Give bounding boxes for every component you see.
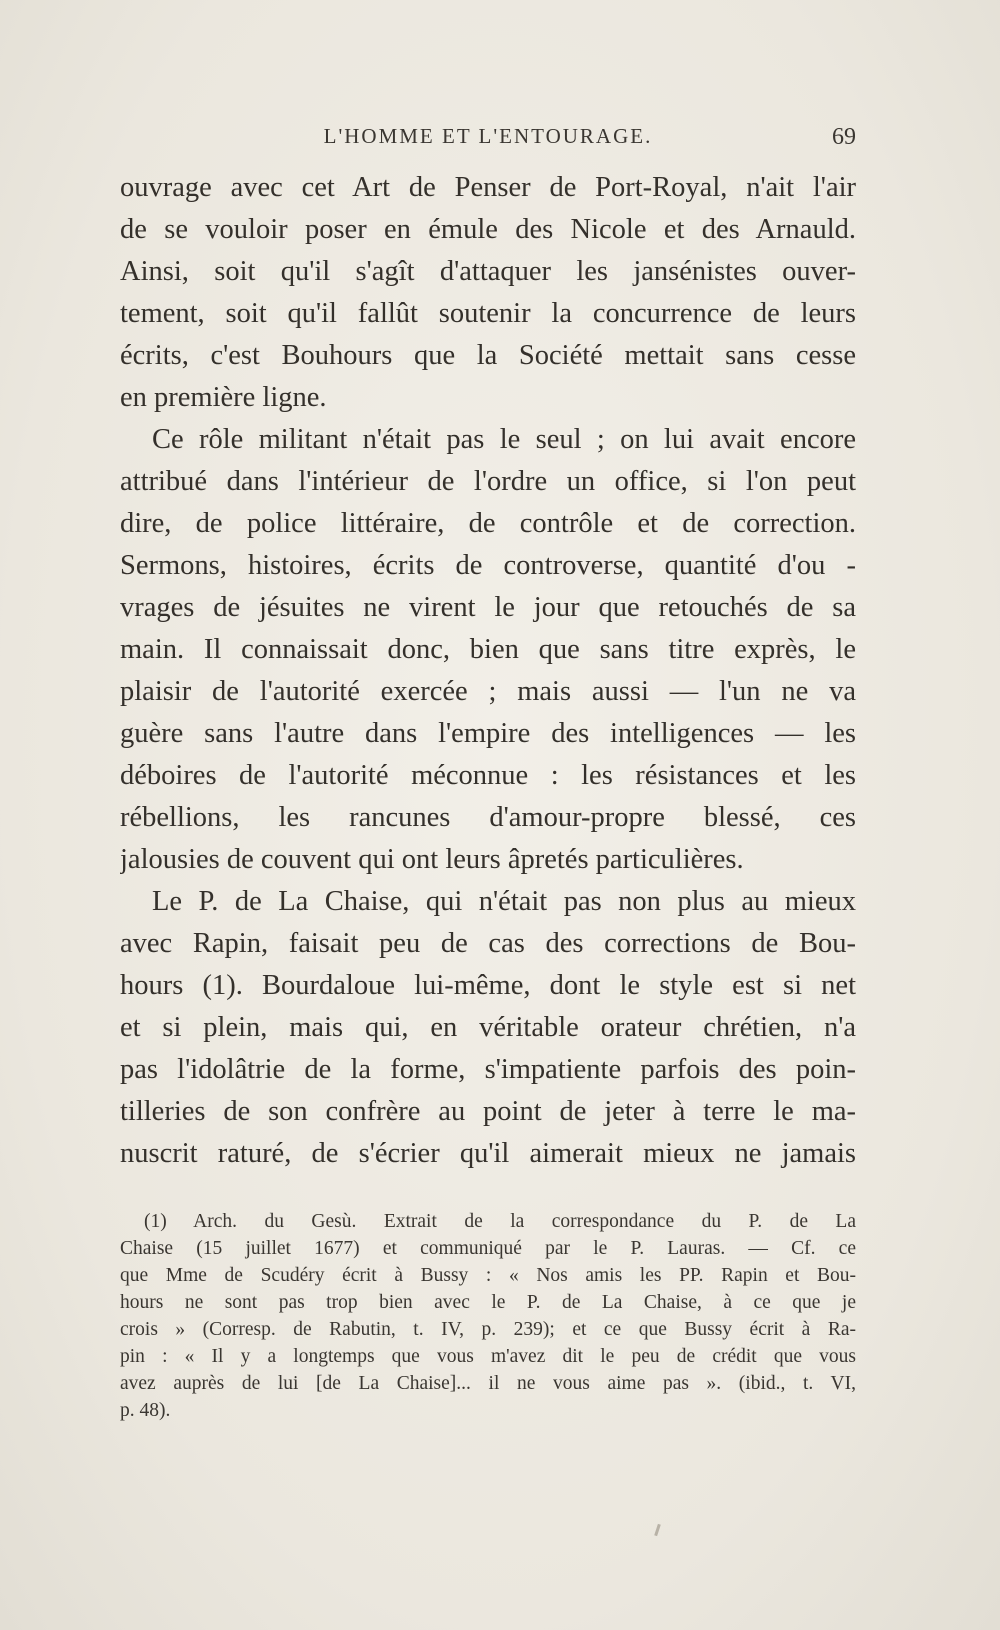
text-line: vrages de jésuites ne virent le jour que retouchés de sa xyxy=(120,592,856,623)
footnote-line: (1) Arch. du Gesù. Extrait de la correspondance du P. de La xyxy=(144,1211,856,1232)
text-line: attribué dans l'intérieur de l'ordre un office, si l'on peut xyxy=(120,466,856,497)
text-line: jalousies de couvent qui ont leurs âpretés particulières. xyxy=(120,844,744,875)
text-line: plaisir de l'autorité exercée ; mais aussi — l'un ne va xyxy=(120,676,856,707)
text-line: tilleries de son confrère au point de jeter à terre le ma- xyxy=(120,1096,856,1127)
text-line: Ainsi, soit qu'il s'agît d'attaquer les jansénistes ouver- xyxy=(120,256,856,287)
footnote-line: que Mme de Scudéry écrit à Bussy : « Nos amis les PP. Rapin et Bou- xyxy=(120,1265,856,1286)
footnote-line: hours ne sont pas trop bien avec le P. de La Chaise, à ce que je xyxy=(120,1292,856,1313)
text-line: guère sans l'autre dans l'empire des intelligences — les xyxy=(120,718,856,749)
footnote-line: Chaise (15 juillet 1677) et communiqué par le P. Lauras. — Cf. ce xyxy=(120,1238,856,1259)
text-line: rébellions, les rancunes d'amour-propre blessé, ces xyxy=(120,802,856,833)
text-line: hours (1). Bourdaloue lui-même, dont le style est si net xyxy=(120,970,856,1001)
paper-mark xyxy=(654,1524,661,1536)
footnotes xyxy=(120,1208,856,1424)
text-line: et si plein, mais qui, en véritable orateur chrétien, n'a xyxy=(120,1012,856,1043)
text-line: en première ligne. xyxy=(120,382,327,413)
text-line: ouvrage avec cet Art de Penser de Port-Royal, n'ait l'air xyxy=(120,172,856,203)
running-head: L'HOMME ET L'ENTOURAGE. xyxy=(323,124,653,148)
text-line: pas l'idolâtrie de la forme, s'impatiente parfois des poin- xyxy=(120,1054,856,1085)
footnote-line: avez auprès de lui [de La Chaise]... il ne vous aime pas ». (ibid., t. VI, xyxy=(120,1373,856,1394)
main-text xyxy=(120,167,856,1175)
text-line: écrits, c'est Bouhours que la Société mettait sans cesse xyxy=(120,340,856,371)
text-line: Le P. de La Chaise, qui n'était pas non plus au mieux xyxy=(152,886,856,917)
text-line: tement, soit qu'il fallût soutenir la concurrence de leurs xyxy=(120,298,856,329)
footnote-line: p. 48). xyxy=(120,1400,171,1421)
text-line: avec Rapin, faisait peu de cas des corrections de Bou- xyxy=(120,928,856,959)
text-line: nuscrit raturé, de s'écrier qu'il aimerait mieux ne jamais xyxy=(120,1138,856,1169)
page-number: 69 xyxy=(832,124,856,150)
text-line: Sermons, histoires, écrits de controverse, quantité d'ou - xyxy=(120,550,856,581)
footnote-line: crois » (Corresp. de Rabutin, t. IV, p. 239); et ce que Bussy écrit à Ra- xyxy=(120,1319,856,1340)
footnote-line: pin : « Il y a longtemps que vous m'avez dit le peu de crédit que vous xyxy=(120,1346,856,1367)
text-line: de se vouloir poser en émule des Nicole et des Arnauld. xyxy=(120,214,856,245)
text-line: main. Il connaissait donc, bien que sans titre exprès, le xyxy=(120,634,856,665)
text-line: Ce rôle militant n'était pas le seul ; on lui avait encore xyxy=(152,424,856,455)
text-line: dire, de police littéraire, de contrôle et de correction. xyxy=(120,508,856,539)
text-line: déboires de l'autorité méconnue : les résistances et les xyxy=(120,760,856,791)
page-header xyxy=(120,124,856,154)
